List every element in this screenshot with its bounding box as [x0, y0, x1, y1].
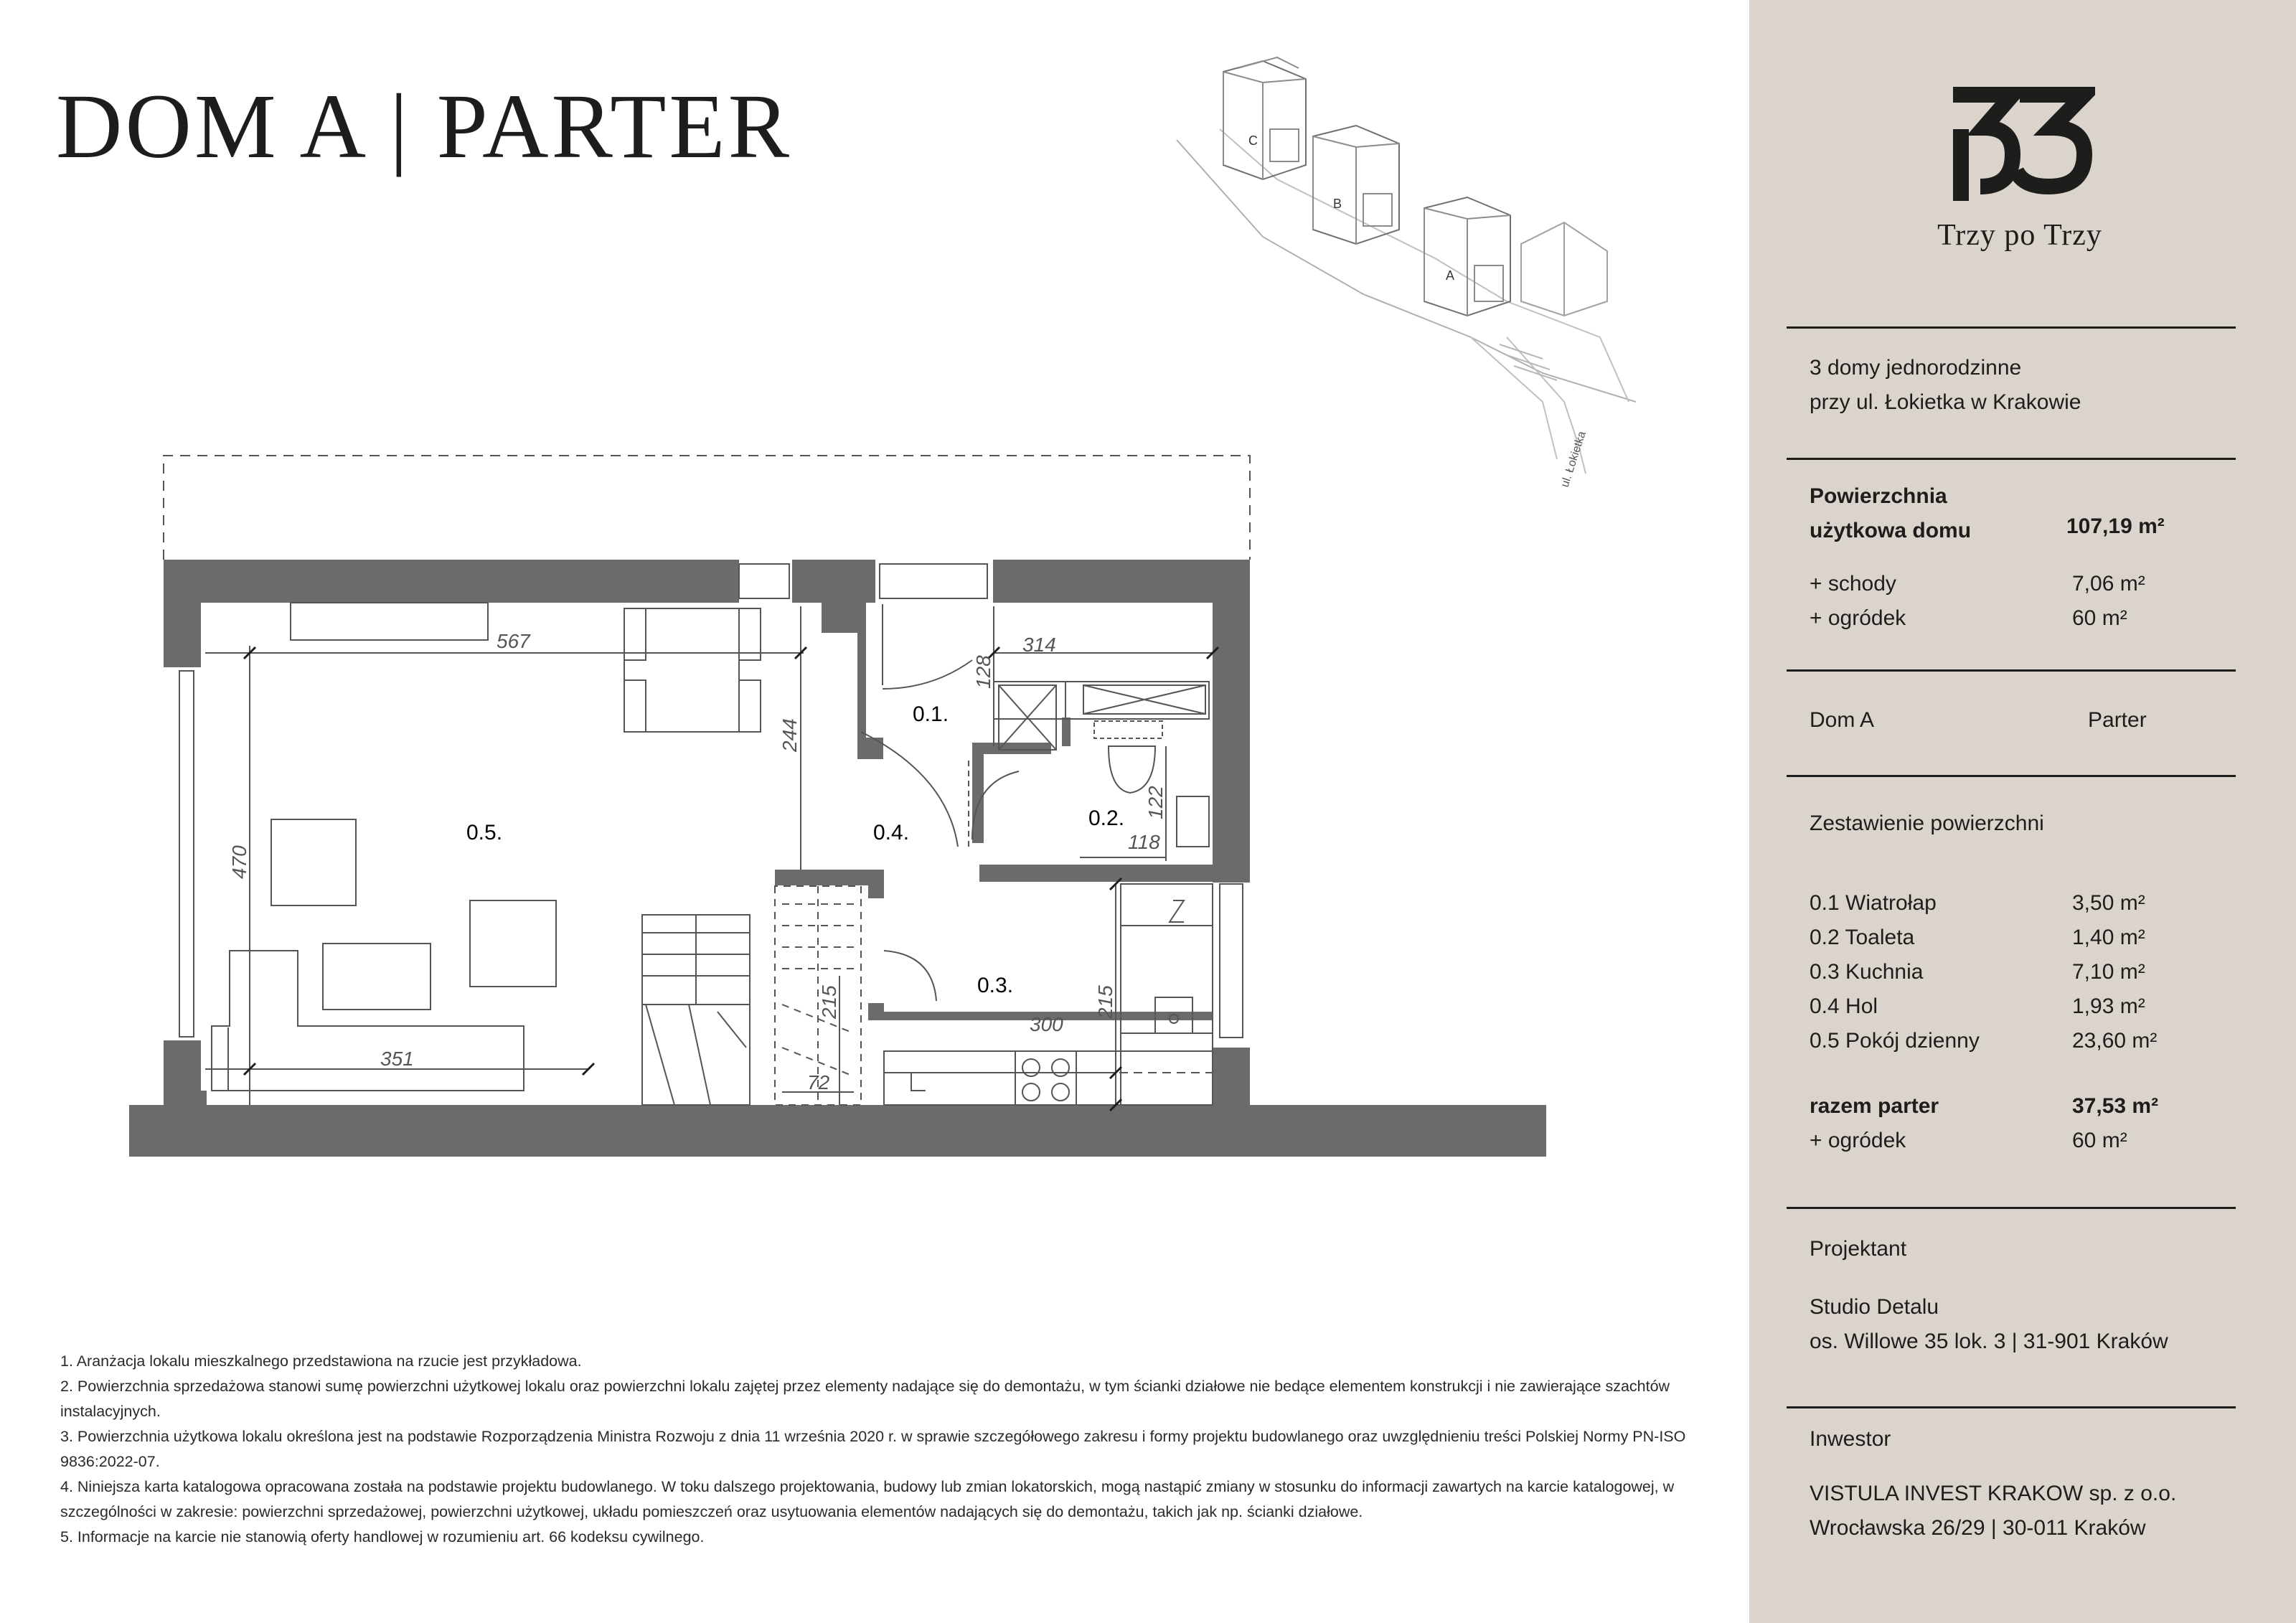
- room-area: 3,50 m²: [2072, 891, 2145, 915]
- room-name: 0.3 Kuchnia: [1810, 960, 1924, 984]
- room-label-0-4: 0.4.: [873, 821, 910, 845]
- floor-label: Parter: [2088, 708, 2147, 732]
- dim-118: 118: [1128, 831, 1160, 853]
- divider: [1787, 1406, 2236, 1408]
- room-name: 0.1 Wiatrołap: [1810, 891, 1937, 915]
- legal-notes: [60, 1349, 1732, 1550]
- terrace-outline: [164, 456, 1250, 560]
- usable-area-value: 107,19 m²: [2066, 514, 2165, 538]
- sketch-street-label: ul. Łokietka: [1558, 430, 1589, 489]
- designer-heading: Projektant: [1810, 1237, 1907, 1261]
- extra-label: + schody: [1810, 572, 1896, 596]
- total-label: razem parter: [1810, 1094, 1939, 1118]
- brand-logo: [1937, 86, 2102, 253]
- designer-name: Studio Detalu: [1810, 1295, 1939, 1319]
- divider: [1787, 458, 2236, 460]
- usable-area-label-2: użytkowa domu: [1810, 519, 1972, 542]
- extra-value: 60 m²: [2072, 606, 2127, 630]
- logo-mark: [1944, 86, 2095, 208]
- room-name: 0.5 Pokój dzienny: [1810, 1029, 1980, 1053]
- house-label: Dom A: [1810, 708, 1875, 732]
- investor-address: Wrocławska 26/29 | 30-011 Kraków: [1810, 1516, 2146, 1540]
- divider: [1787, 1207, 2236, 1209]
- room-area: 23,60 m²: [2072, 1029, 2158, 1053]
- divider: [1787, 669, 2236, 672]
- usable-area-label-1: Powierzchnia: [1810, 484, 1947, 508]
- divider: [1787, 775, 2236, 777]
- divider: [1787, 326, 2236, 329]
- site-sketch: [1177, 57, 1636, 474]
- designer-address: os. Willowe 35 lok. 3 | 31-901 Kraków: [1810, 1330, 2168, 1353]
- total-value: 37,53 m²: [2072, 1094, 2159, 1118]
- page-title: DOM A | PARTER: [56, 75, 792, 177]
- dim-567: 567: [497, 630, 530, 652]
- room-name: 0.4 Hol: [1810, 994, 1878, 1018]
- extra-label: + ogródek: [1810, 606, 1906, 630]
- dim-215-stairs: 215: [818, 985, 840, 1019]
- dim-122: 122: [1144, 786, 1167, 819]
- garden-label: + ogródek: [1810, 1129, 1906, 1152]
- room-label-0-5: 0.5.: [466, 821, 503, 845]
- logo-tagline: Trzy po Trzy: [1937, 219, 2102, 252]
- note-4: 4. Niniejsza karta katalogowa opracowana została na podstawie projektu budowlanego. W toku dalszego projektowania, budowy lub zmian lokatorskich, mogą nastąpić zmiany w stosunku do informacji zawartych na karcie katalogowej, w szczególności w zakresie: powierzchni sprzedażowej, powierzchni użytkowej, układu pomieszczeń oraz usytuowania elementów nadających się do demontażu, takich jak np. ścianki działowe.: [60, 1478, 1675, 1520]
- note-2: 2. Powierzchnia sprzedażowa stanowi sumę powierzchni użytkowej lokalu oraz powierzchni lokalu zajętej przez elementy nadające się do demontażu, w tym ścianki działowe nie bedące elementem konstrukcji i nie zawierające szachtów instalacyjnych.: [60, 1378, 1670, 1420]
- room-area: 1,40 m²: [2072, 926, 2145, 949]
- room-label-0-3: 0.3.: [977, 974, 1014, 997]
- dim-215-kitchen: 215: [1094, 985, 1116, 1019]
- investor-name: VISTULA INVEST KRAKOW sp. z o.o.: [1810, 1482, 2177, 1505]
- dim-470: 470: [228, 845, 250, 879]
- note-5: 5. Informacje na karcie nie stanowią oferty handlowej w rozumieniu art. 66 kodeksu cywilnego.: [60, 1528, 705, 1546]
- room-area: 7,10 m²: [2072, 960, 2145, 984]
- room-area: 1,93 m²: [2072, 994, 2145, 1018]
- sketch-label-c: C: [1248, 133, 1258, 148]
- sketch-label-b: B: [1333, 197, 1342, 211]
- dim-314: 314: [1022, 634, 1056, 656]
- dim-72: 72: [807, 1071, 830, 1093]
- investor-heading: Inwestor: [1810, 1427, 1891, 1451]
- dim-300: 300: [1030, 1013, 1063, 1035]
- intro-line-1: 3 domy jednorodzinne: [1810, 356, 2022, 380]
- sketch-label-a: A: [1446, 268, 1455, 283]
- room-name: 0.2 Toaleta: [1810, 926, 1915, 949]
- walls: [129, 560, 1546, 1157]
- note-1: 1. Aranżacja lokalu mieszkalnego przedstawiona na rzucie jest przykładowa.: [60, 1352, 582, 1370]
- summary-heading: Zestawienie powierzchni: [1810, 812, 2044, 835]
- intro-line-2: przy ul. Łokietka w Krakowie: [1810, 390, 2081, 414]
- dim-128: 128: [972, 655, 994, 689]
- extra-value: 7,06 m²: [2072, 572, 2145, 596]
- room-label-0-2: 0.2.: [1088, 806, 1125, 830]
- note-3: 3. Powierzchnia użytkowa lokalu określona jest na podstawie Rozporządzenia Ministra Rozwoju z dnia 11 września 2020 r. w sprawie szczegółowego zakresu i formy projektu budowlanego oraz uwzględnieniu treści Polskiej Normy PN-ISO 9836:2022-07.: [60, 1428, 1686, 1470]
- dim-351: 351: [380, 1048, 414, 1070]
- room-label-0-1: 0.1.: [913, 702, 949, 726]
- garden-value: 60 m²: [2072, 1129, 2127, 1152]
- dim-244: 244: [778, 718, 801, 752]
